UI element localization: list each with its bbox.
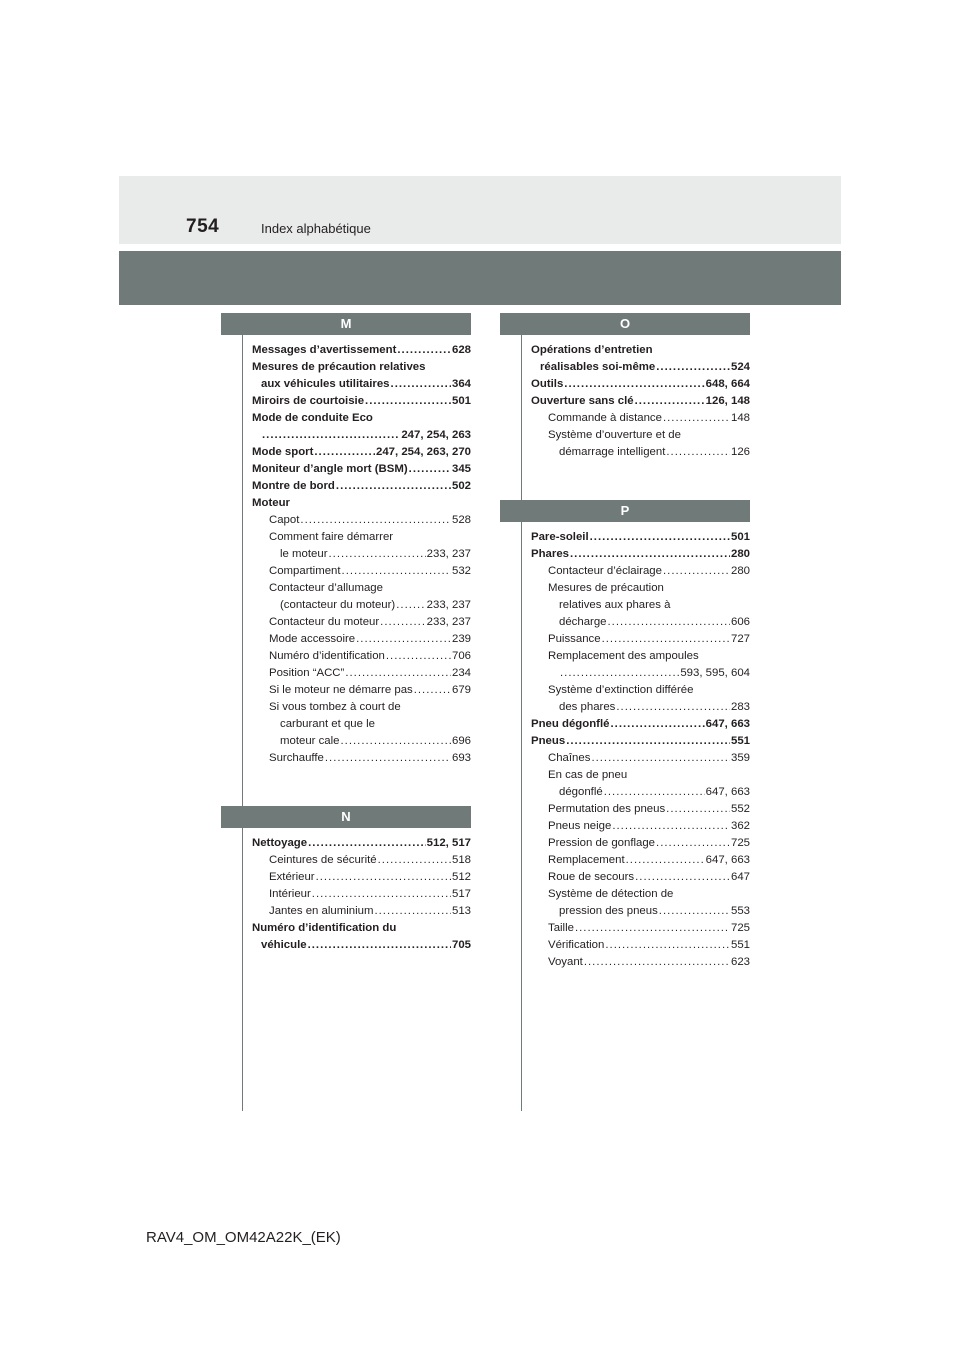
entry-term: En cas de pneu bbox=[548, 769, 628, 781]
index-entry bbox=[252, 903, 471, 920]
entry-page-ref: 696 bbox=[451, 735, 471, 747]
index-entry bbox=[531, 886, 750, 903]
entry-page-ref: 593, 595, 604 bbox=[680, 667, 750, 679]
entry-term: Pneus bbox=[531, 735, 566, 747]
entry-term: relatives aux phares à bbox=[559, 599, 671, 611]
entry-term: le moteur bbox=[280, 548, 328, 560]
entry-term: Mesures de précaution bbox=[548, 582, 664, 594]
index-entry bbox=[531, 444, 750, 461]
leader-dots bbox=[308, 835, 426, 852]
entry-page-ref: 359 bbox=[730, 752, 750, 764]
leader-dots bbox=[328, 546, 425, 563]
index-entry bbox=[252, 546, 471, 563]
leader-dots bbox=[564, 376, 704, 393]
leader-dots bbox=[342, 563, 451, 580]
entry-term: Numéro d’identification bbox=[269, 650, 385, 662]
leader-dots bbox=[602, 631, 730, 648]
entry-term: démarrage intelligent bbox=[559, 446, 666, 458]
index-entry bbox=[252, 937, 471, 954]
entry-page-ref: 247, 254, 263, 270 bbox=[375, 446, 471, 458]
index-entry bbox=[252, 359, 471, 376]
entry-term: Outils bbox=[531, 378, 564, 390]
entry-page-ref: 148 bbox=[730, 412, 750, 424]
leader-dots bbox=[663, 410, 730, 427]
index-entry bbox=[252, 529, 471, 546]
entry-term: Moteur bbox=[252, 497, 290, 509]
entry-page-ref: 233, 237 bbox=[426, 548, 471, 560]
section-header-m: M bbox=[221, 313, 471, 335]
entry-term: Messages d’avertissement bbox=[252, 344, 397, 356]
entry-term: Vérification bbox=[548, 939, 605, 951]
entry-page-ref: 234 bbox=[451, 667, 471, 679]
index-entry bbox=[252, 376, 471, 393]
entry-term: moteur cale bbox=[280, 735, 340, 747]
entry-term: Permutation des pneus bbox=[548, 803, 666, 815]
leader-dots bbox=[336, 478, 451, 495]
entry-term: Moniteur d’angle mort (BSM) bbox=[252, 463, 408, 475]
entries-p bbox=[531, 522, 750, 971]
leader-dots bbox=[616, 699, 730, 716]
entry-term: réalisables soi-même bbox=[540, 361, 656, 373]
leader-dots bbox=[386, 648, 451, 665]
entry-page-ref: 528 bbox=[451, 514, 471, 526]
entry-term: Montre de bord bbox=[252, 480, 335, 492]
entry-page-ref: 239 bbox=[451, 633, 471, 645]
index-entry bbox=[531, 682, 750, 699]
entry-page-ref: 126, 148 bbox=[705, 395, 750, 407]
leader-dots bbox=[590, 529, 730, 546]
entry-page-ref: 552 bbox=[730, 803, 750, 815]
entry-page-ref: 647 bbox=[730, 871, 750, 883]
index-entry bbox=[531, 529, 750, 546]
entry-page-ref: 647, 663 bbox=[705, 854, 750, 866]
index-entry bbox=[252, 580, 471, 597]
leader-dots bbox=[566, 733, 730, 750]
index-entry bbox=[531, 580, 750, 597]
entry-term: Numéro d’identification du bbox=[252, 922, 397, 934]
leader-dots bbox=[414, 682, 451, 699]
page-title: Index alphabétique bbox=[261, 221, 371, 236]
leader-dots bbox=[659, 903, 730, 920]
entry-term: Mesures de précaution relatives bbox=[252, 361, 426, 373]
leader-dots bbox=[262, 427, 400, 444]
entry-term: Mode accessoire bbox=[269, 633, 356, 645]
leader-dots bbox=[666, 444, 730, 461]
leader-dots bbox=[380, 614, 425, 631]
entry-page-ref: 345 bbox=[451, 463, 471, 475]
entry-page-ref: 725 bbox=[730, 837, 750, 849]
entry-page-ref: 502 bbox=[451, 480, 471, 492]
index-entry bbox=[252, 444, 471, 461]
entry-term: Pneu dégonflé bbox=[531, 718, 610, 730]
leader-dots bbox=[610, 716, 704, 733]
index-entry bbox=[252, 614, 471, 631]
entry-term: Si vous tombez à court de bbox=[269, 701, 401, 713]
entry-term: Contacteur d’allumage bbox=[269, 582, 383, 594]
leader-dots bbox=[656, 835, 730, 852]
index-entry bbox=[252, 393, 471, 410]
entry-term: Jantes en aluminium bbox=[269, 905, 374, 917]
entry-term: Système d’ouverture et de bbox=[548, 429, 681, 441]
leader-dots bbox=[605, 937, 730, 954]
index-entry bbox=[252, 750, 471, 767]
index-entry bbox=[252, 495, 471, 512]
entry-term: Remplacement bbox=[548, 854, 625, 866]
entry-term: Remplacement des ampoules bbox=[548, 650, 699, 662]
index-entry bbox=[252, 648, 471, 665]
leader-dots bbox=[612, 818, 730, 835]
entry-term: Taille bbox=[548, 922, 574, 934]
entry-page-ref: 501 bbox=[451, 395, 471, 407]
entry-term: des phares bbox=[559, 701, 616, 713]
entry-page-ref: 647, 663 bbox=[705, 718, 750, 730]
index-entry bbox=[531, 818, 750, 835]
index-entry bbox=[531, 920, 750, 937]
index-entry bbox=[531, 665, 750, 682]
entry-page-ref: 364 bbox=[451, 378, 471, 390]
leader-dots bbox=[608, 614, 730, 631]
entry-page-ref: 233, 237 bbox=[426, 599, 471, 611]
leader-dots bbox=[397, 342, 451, 359]
index-entry bbox=[531, 750, 750, 767]
entry-page-ref: 551 bbox=[730, 939, 750, 951]
entry-page-ref: 524 bbox=[730, 361, 750, 373]
entry-page-ref: 280 bbox=[730, 548, 750, 560]
leader-dots bbox=[300, 512, 451, 529]
entry-page-ref: 679 bbox=[451, 684, 471, 696]
entry-page-ref: 517 bbox=[451, 888, 471, 900]
entry-term: Contacteur d’éclairage bbox=[548, 565, 662, 577]
entry-page-ref: 628 bbox=[451, 344, 471, 356]
leader-dots bbox=[604, 784, 705, 801]
leader-dots bbox=[626, 852, 705, 869]
index-entry bbox=[531, 563, 750, 580]
index-entry bbox=[531, 903, 750, 920]
index-entry bbox=[531, 614, 750, 631]
entry-term: décharge bbox=[559, 616, 607, 628]
index-entry bbox=[531, 648, 750, 665]
header-dark-band bbox=[119, 251, 841, 305]
index-entry bbox=[531, 393, 750, 410]
entry-page-ref: 532 bbox=[451, 565, 471, 577]
leader-dots bbox=[391, 376, 451, 393]
leader-dots bbox=[409, 461, 451, 478]
entry-term: Surchauffe bbox=[269, 752, 324, 764]
entry-term: Position “ACC” bbox=[269, 667, 345, 679]
index-entry bbox=[252, 665, 471, 682]
entry-term: véhicule bbox=[261, 939, 307, 951]
index-column-left bbox=[221, 313, 471, 954]
entry-term: Intérieur bbox=[269, 888, 311, 900]
entry-page-ref: 727 bbox=[730, 633, 750, 645]
index-entry bbox=[531, 699, 750, 716]
index-entry bbox=[531, 784, 750, 801]
index-entry bbox=[252, 716, 471, 733]
entry-page-ref: 362 bbox=[730, 820, 750, 832]
entry-page-ref: 518 bbox=[451, 854, 471, 866]
entries-o bbox=[531, 335, 750, 461]
entries-n bbox=[252, 828, 471, 954]
leader-dots bbox=[666, 801, 730, 818]
entry-term: Système d’extinction différée bbox=[548, 684, 694, 696]
entry-page-ref: 126 bbox=[730, 446, 750, 458]
entry-term: Pression de gonflage bbox=[548, 837, 656, 849]
page-number: 754 bbox=[186, 216, 220, 237]
index-entry bbox=[531, 359, 750, 376]
leader-dots bbox=[365, 393, 451, 410]
entry-page-ref: 501 bbox=[730, 531, 750, 543]
entry-term: Capot bbox=[269, 514, 300, 526]
index-entry bbox=[252, 563, 471, 580]
entry-term: Opérations d’entretien bbox=[531, 344, 653, 356]
index-entry bbox=[252, 733, 471, 750]
index-entry bbox=[252, 852, 471, 869]
entry-term: Contacteur du moteur bbox=[269, 616, 380, 628]
index-entry bbox=[252, 869, 471, 886]
entry-term: Mode sport bbox=[252, 446, 314, 458]
entry-term: Ouverture sans clé bbox=[531, 395, 634, 407]
index-entry bbox=[531, 631, 750, 648]
index-entry bbox=[252, 886, 471, 903]
entry-term: Miroirs de courtoisie bbox=[252, 395, 365, 407]
leader-dots bbox=[570, 546, 730, 563]
index-entry bbox=[531, 954, 750, 971]
entry-term: Système de détection de bbox=[548, 888, 674, 900]
entry-term: Nettoyage bbox=[252, 837, 308, 849]
entry-page-ref: 512 bbox=[451, 871, 471, 883]
entries-m bbox=[252, 335, 471, 767]
index-entry bbox=[531, 427, 750, 444]
entry-term: Ceintures de sécurité bbox=[269, 854, 377, 866]
entry-term: Pare-soleil bbox=[531, 531, 589, 543]
entry-term: Extérieur bbox=[269, 871, 315, 883]
index-entry bbox=[252, 478, 471, 495]
leader-dots bbox=[396, 597, 425, 614]
column-rule-left bbox=[242, 335, 243, 1111]
leader-dots bbox=[663, 563, 730, 580]
index-entry bbox=[531, 767, 750, 784]
leader-dots bbox=[308, 937, 451, 954]
leader-dots bbox=[341, 733, 451, 750]
entry-page-ref: 606 bbox=[730, 616, 750, 628]
entry-term: dégonflé bbox=[559, 786, 603, 798]
entry-term: Roue de secours bbox=[548, 871, 635, 883]
entry-page-ref: 247, 254, 263 bbox=[401, 429, 471, 441]
entry-term: Puissance bbox=[548, 633, 601, 645]
entry-page-ref: 647, 663 bbox=[705, 786, 750, 798]
index-entry bbox=[531, 937, 750, 954]
entry-term: Chaînes bbox=[548, 752, 591, 764]
leader-dots bbox=[325, 750, 451, 767]
leader-dots bbox=[314, 444, 375, 461]
column-rule-right bbox=[521, 335, 522, 1111]
index-entry bbox=[252, 597, 471, 614]
entry-page-ref: 280 bbox=[730, 565, 750, 577]
leader-dots bbox=[345, 665, 451, 682]
leader-dots bbox=[356, 631, 451, 648]
index-entry bbox=[531, 835, 750, 852]
leader-dots bbox=[591, 750, 730, 767]
index-entry bbox=[531, 410, 750, 427]
entry-term: Si le moteur ne démarre pas bbox=[269, 684, 413, 696]
entry-term: Comment faire démarrer bbox=[269, 531, 394, 543]
entry-page-ref: 623 bbox=[730, 956, 750, 968]
index-entry bbox=[531, 716, 750, 733]
leader-dots bbox=[560, 665, 679, 682]
index-column-right bbox=[500, 313, 750, 971]
entry-page-ref: 553 bbox=[730, 905, 750, 917]
entry-term: pression des pneus bbox=[559, 905, 658, 917]
entry-term: Commande à distance bbox=[548, 412, 662, 424]
index-entry bbox=[252, 342, 471, 359]
header-top-band bbox=[119, 176, 841, 244]
leader-dots bbox=[316, 869, 451, 886]
index-entry bbox=[252, 920, 471, 937]
index-entry bbox=[252, 631, 471, 648]
document-code: RAV4_OM_OM42A22K_(EK) bbox=[146, 1229, 341, 1246]
entry-term: (contacteur du moteur) bbox=[280, 599, 396, 611]
leader-dots bbox=[575, 920, 730, 937]
leader-dots bbox=[378, 852, 451, 869]
entry-page-ref: 693 bbox=[451, 752, 471, 764]
index-entry bbox=[252, 682, 471, 699]
entry-term: Phares bbox=[531, 548, 569, 560]
leader-dots bbox=[635, 393, 705, 410]
section-header-n: N bbox=[221, 806, 471, 828]
leader-dots bbox=[635, 869, 730, 886]
index-entry bbox=[531, 342, 750, 359]
entry-page-ref: 512, 517 bbox=[426, 837, 471, 849]
index-entry bbox=[252, 461, 471, 478]
leader-dots bbox=[312, 886, 451, 903]
entry-page-ref: 513 bbox=[451, 905, 471, 917]
index-entry bbox=[252, 699, 471, 716]
leader-dots bbox=[656, 359, 730, 376]
index-entry bbox=[531, 869, 750, 886]
index-entry bbox=[531, 546, 750, 563]
index-entry bbox=[252, 410, 471, 427]
index-entry bbox=[531, 852, 750, 869]
index-entry bbox=[531, 801, 750, 818]
index-entry bbox=[252, 512, 471, 529]
entry-page-ref: 648, 664 bbox=[705, 378, 750, 390]
leader-dots bbox=[374, 903, 451, 920]
section-header-o: O bbox=[500, 313, 750, 335]
entry-term: Voyant bbox=[548, 956, 583, 968]
entry-page-ref: 283 bbox=[730, 701, 750, 713]
entry-page-ref: 705 bbox=[451, 939, 471, 951]
entry-term: Mode de conduite Eco bbox=[252, 412, 373, 424]
entry-page-ref: 725 bbox=[730, 922, 750, 934]
entry-page-ref: 706 bbox=[451, 650, 471, 662]
entry-page-ref: 551 bbox=[730, 735, 750, 747]
entry-page-ref: 233, 237 bbox=[426, 616, 471, 628]
index-entry bbox=[531, 733, 750, 750]
index-entry bbox=[252, 427, 471, 444]
entry-term: Pneus neige bbox=[548, 820, 612, 832]
entry-term: aux véhicules utilitaires bbox=[261, 378, 390, 390]
section-header-p: P bbox=[500, 500, 750, 522]
leader-dots bbox=[584, 954, 730, 971]
entry-term: carburant et que le bbox=[280, 718, 375, 730]
index-entry bbox=[252, 835, 471, 852]
index-entry bbox=[531, 376, 750, 393]
index-entry bbox=[531, 597, 750, 614]
entry-term: Compartiment bbox=[269, 565, 341, 577]
